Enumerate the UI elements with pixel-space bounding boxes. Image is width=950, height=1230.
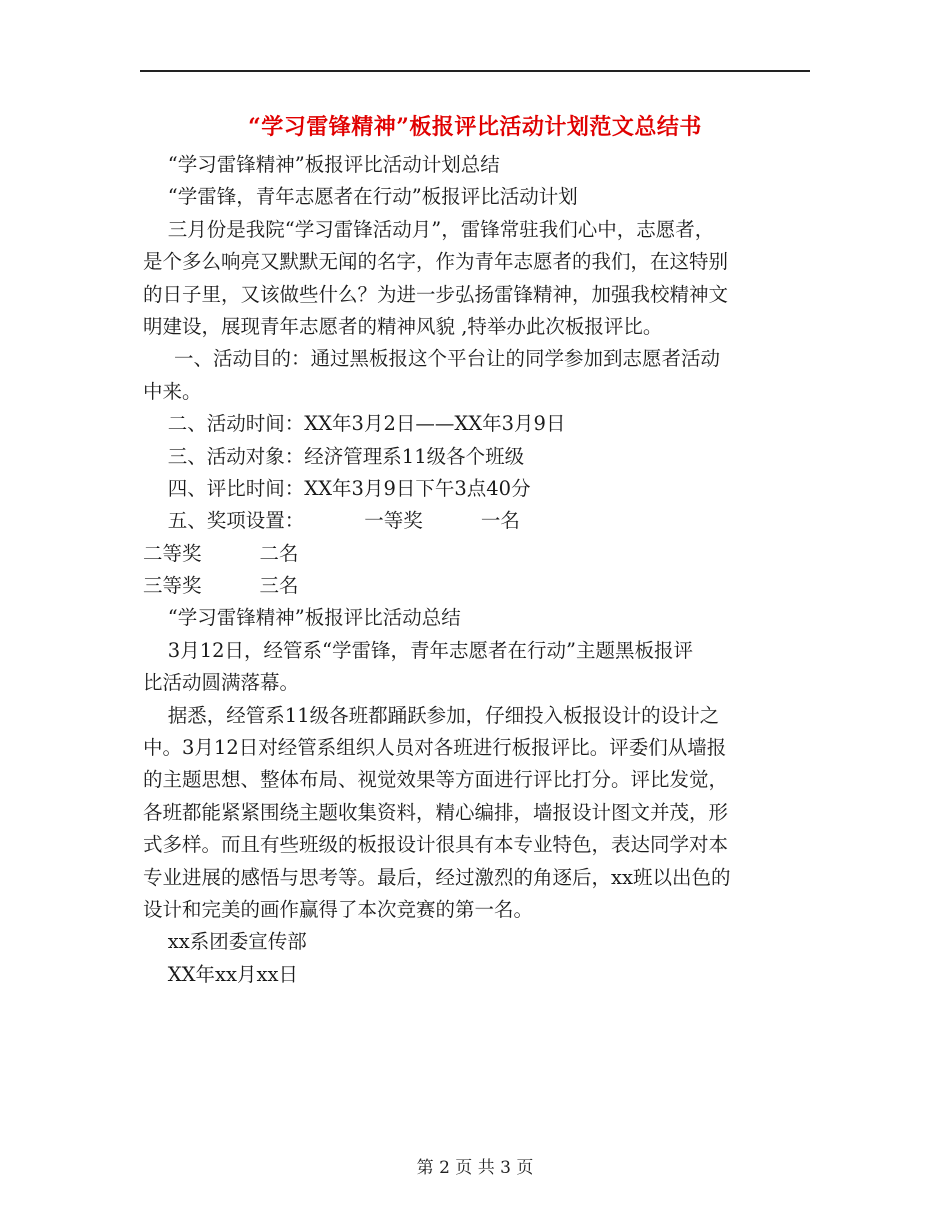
body-line: “学习雷锋精神”板报评比活动计划总结 [143,153,500,176]
body-line: 式多样。而且有些班级的板报设计很具有本专业特色，表达同学对本 [143,833,729,857]
body-line: “学雷锋，青年志愿者在行动”板报评比活动计划 [143,185,578,209]
body-line: 设计和完美的画作赢得了本次竞赛的第一名。 [143,897,534,921]
first-award-name: 一等奖 [364,509,423,533]
body-line: 四、评比时间：XX年3月9日下午3点40分 [143,476,531,500]
document-body [143,149,813,991]
awards-line [143,570,813,602]
awards-line [143,538,813,570]
second-award-count: 二名 [259,541,299,565]
body-line: 三月份是我院“学习雷锋活动月”，雷锋常驻我们心中，志愿者， [143,217,715,241]
first-award-count: 一名 [480,509,520,533]
signature-line: xx系团委宣传部 [143,930,307,954]
body-line: 的日子里，又该做些什么？为进一步弘扬雷锋精神，加强我校精神文 [143,282,729,306]
body-line: 各班都能紧紧围绕主题收集资料，精心编排，墙报设计图文并茂，形 [143,800,729,824]
header-rule [140,70,810,72]
awards-heading: 五、奖项设置： [143,509,305,533]
body-line: 专业进展的感悟与思考等。最后，经过激烈的角逐后，xx班以出色的 [143,865,731,889]
awards-line [143,505,813,537]
body-line: 明建设，展现青年志愿者的精神风貌 ,特举办此次板报评比。 [143,314,663,338]
body-line: 据悉，经管系11级各班都踊跃参加，仔细投入板报设计的设计之 [143,703,720,727]
body-line: 的主题思想、整体布局、视觉效果等方面进行评比打分。评比发觉， [143,768,729,792]
body-line: 三、活动对象：经济管理系11级各个班级 [143,444,525,468]
body-line: 比活动圆满落幕。 [143,671,300,695]
body-line: 一、活动目的：通过黑板报这个平台让的同学参加到志愿者活动 [143,347,720,371]
third-award-count: 三名 [259,574,299,598]
page-number: 第 2 页 共 3 页 [416,1158,534,1178]
second-award-name: 二等奖 [143,541,202,565]
date-line: XX年xx月xx日 [143,962,299,986]
body-line: 中来。 [143,379,202,403]
body-line: 二、活动时间：XX年3月2日——XX年3月9日 [143,412,566,436]
third-award-name: 三等奖 [143,574,202,598]
body-line: 3月12日，经管系“学雷锋，青年志愿者在行动”主题黑板报评 [143,638,693,662]
document-title: “学习雷锋精神”板报评比活动计划范文总结书 [248,114,702,140]
body-line: “学习雷锋精神”板报评比活动总结 [143,606,461,630]
body-line: 是个多么响亮又默默无闻的名字，作为青年志愿者的我们，在这特别 [143,250,729,274]
body-line: 中。3月12日对经管系组织人员对各班进行板报评比。评委们从墙报 [143,736,727,760]
